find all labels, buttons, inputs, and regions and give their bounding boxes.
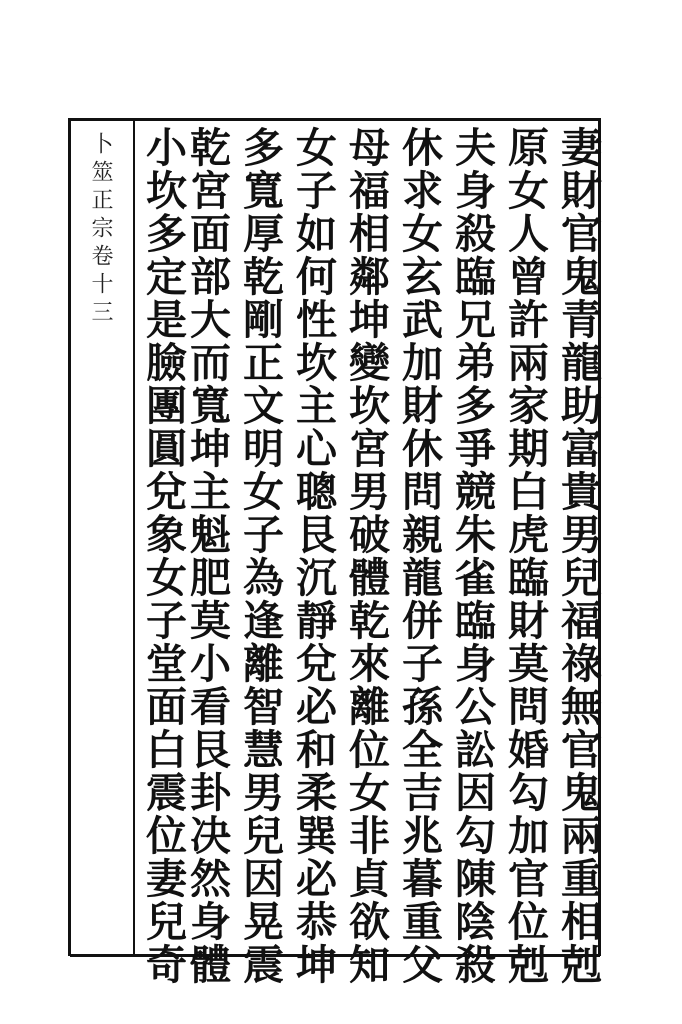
text-column-2: 原女人曾許兩家期白虎臨財莫問婚勾加官位剋 [501,126,549,986]
text-column-9: 小坎多定是臉團圓兌象女子堂面白震位妻兒奇 [139,126,187,986]
left-border-rule [68,118,71,956]
top-border-rule [70,118,600,121]
text-column-7: 多寬厚乾剛正文明女子為逢離智慧男兒因晃震 [236,126,284,986]
margin-title: 卜筮正宗卷十三 [88,132,113,328]
text-column-3: 夫身殺臨兄弟多爭競朱雀臨身公訟因勾陳陰殺 [448,126,496,986]
text-column-8: 乾宮面部大而寬坤主魁肥莫小看艮卦决然身體 [183,126,231,986]
text-column-5: 母福相鄰坤變坎宮男破體乾來離位女非貞欲知 [342,126,390,986]
text-column-4: 休求女玄武加財休問親龍併子孫全吉兆暮重父 [395,126,443,986]
fold-margin-rule [133,118,135,956]
text-column-6: 女子如何性坎主心聰艮沉靜兌必和柔巽必恭坤 [289,126,337,986]
text-column-1: 妻財官鬼青龍助富貴男兒福祿無官鬼兩重相剋 [554,126,602,986]
